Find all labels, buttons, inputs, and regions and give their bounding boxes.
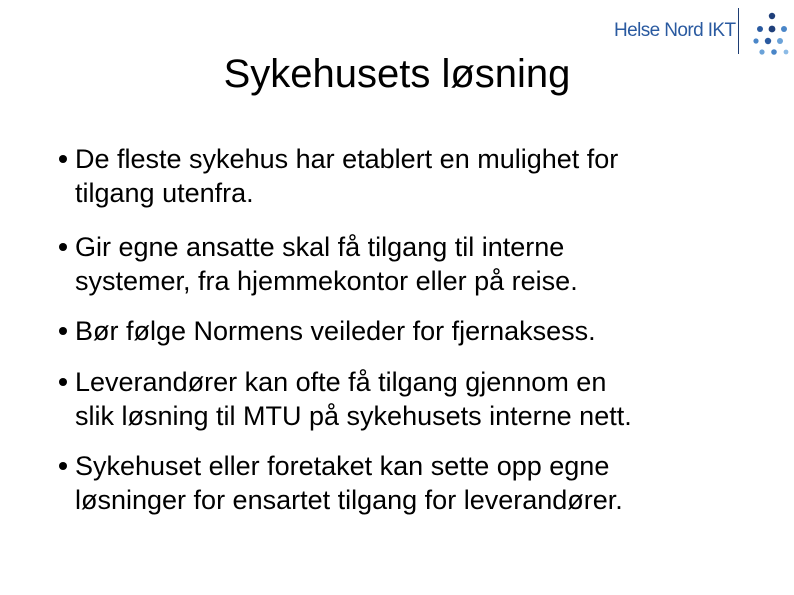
bullet-line: tilgang utenfra. <box>75 178 254 208</box>
bullet-line: Gir egne ansatte skal få tilgang til interne <box>75 232 565 262</box>
bullet-line: systemer, fra hjemmekontor eller på reise. <box>75 266 578 296</box>
bullet-text <box>75 314 775 348</box>
bullet-dot-icon <box>59 327 67 335</box>
bullet-text <box>75 142 775 210</box>
bullet-dot-icon <box>59 378 67 386</box>
bullet-text <box>75 449 775 517</box>
bullet-text <box>75 365 775 433</box>
bullet-dot-icon <box>59 462 67 470</box>
logo-text: Helse Nord IKT <box>614 20 736 41</box>
bullet-dot-icon <box>59 155 67 163</box>
bullet-text <box>75 230 775 298</box>
bullet-line: slik løsning til MTU på sykehusets interne nett. <box>75 401 632 431</box>
bullet-line: De fleste sykehus har etablert en mulighet for <box>75 144 619 174</box>
bullet-line: Leverandører kan ofte få tilgang gjennom en <box>75 367 607 397</box>
bullet-line: løsninger for ensartet tilgang for leverandører. <box>75 485 623 515</box>
bullet-dot-icon <box>59 243 67 251</box>
bullet-line: Sykehuset eller foretaket kan sette opp egne <box>75 451 610 481</box>
slide-title: Sykehusets løsning <box>223 52 571 96</box>
bullet-line: Bør følge Normens veileder for fjernaksess. <box>75 316 596 346</box>
